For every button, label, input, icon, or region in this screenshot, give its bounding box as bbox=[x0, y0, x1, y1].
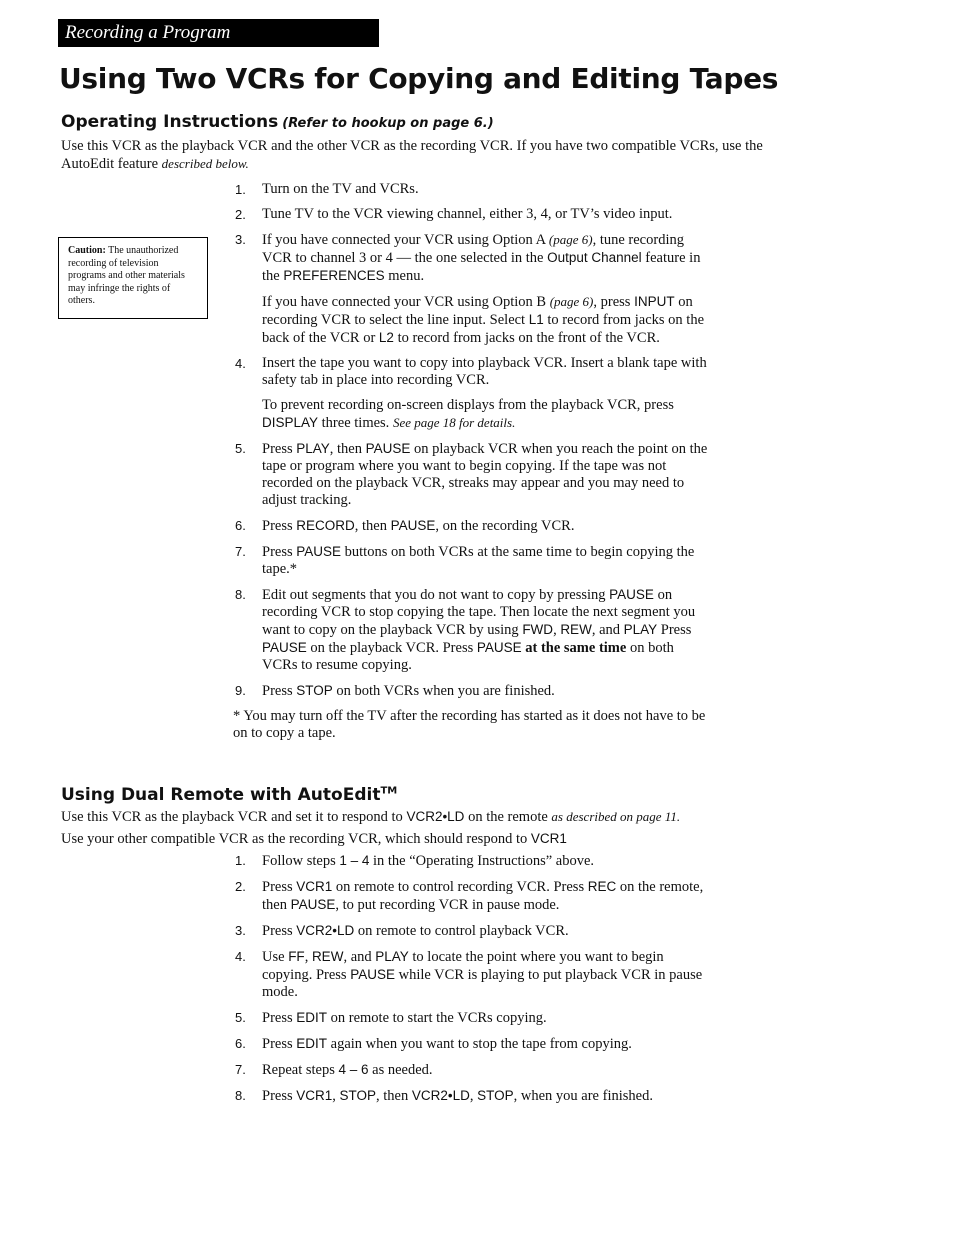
page-title: Using Two VCRs for Copying and Editing Tapes bbox=[59, 62, 779, 95]
heading-ref: (Refer to hookup on page 6.) bbox=[282, 116, 494, 131]
line1d: as described on page 11. bbox=[551, 809, 681, 824]
step-4: 4. Insert the tape you want to copy into playback VCR. Insert a blank tape with safety tab in place into recording VCR. To prevent recording on-screen displays from the playback VCR, press DISPLAY three times. See page 18 for details. bbox=[235, 355, 707, 431]
caution-label: Caution: bbox=[68, 245, 106, 256]
autoedit-step-4: 4. Use FF, REW, and PLAY to locate the point where you want to begin copying. Press PAUSE while VCR is playing to put playback VCR in pause mode. bbox=[235, 949, 703, 1000]
line1b: VCR2•LD bbox=[406, 809, 465, 824]
section-heading-autoedit bbox=[61, 785, 397, 805]
trademark: TM bbox=[380, 785, 398, 797]
step-7: 7. Press PAUSE buttons on both VCRs at the same time to begin copying the tape.* bbox=[235, 544, 695, 577]
step-5: 5. Press PLAY, then PAUSE on playback VCR when you reach the point on the tape or program where you want to begin copying. If the tape was not recorded on the playback VCR, streaks may appear and you may need to adjust tracking. bbox=[235, 441, 708, 508]
heading2-text: Using Dual Remote with AutoEdit bbox=[61, 785, 381, 805]
step-2: 2. Tune TV to the VCR viewing channel, either 3, 4, or TV’s video input. bbox=[235, 206, 673, 222]
step-1: 1. Turn on the TV and VCRs. bbox=[235, 181, 419, 197]
intro-text: Use this VCR as the playback VCR and the other VCR as the recording VCR. If you have two compatible VCRs, use the AutoEdit feature bbox=[61, 138, 763, 172]
autoedit-step-2: 2. Press VCR1 on remote to control recording VCR. Press REC on the remote, then PAUSE, to put recording VCR in pause mode. bbox=[235, 879, 704, 913]
autoedit-step-1: 1. Follow steps 1 – 4 in the “Operating Instructions” above. bbox=[235, 853, 595, 869]
caution-text: The unauthorized recording of television programs and other materials may infringe the rights of others. bbox=[68, 245, 185, 306]
autoedit-step-8: 8. Press VCR1, STOP, then VCR2•LD, STOP, when you are finished. bbox=[235, 1088, 653, 1104]
line1c: on the remote bbox=[468, 809, 548, 825]
autoedit-step-5: 5. Press EDIT on remote to start the VCRs copying. bbox=[235, 1010, 547, 1026]
step-6: 6. Press RECORD, then PAUSE, on the recording VCR. bbox=[235, 518, 575, 534]
autoedit-step-7: 7. Repeat steps 4 – 6 as needed. bbox=[235, 1062, 433, 1078]
autoedit-intro-1 bbox=[61, 808, 771, 826]
autoedit-step-3: 3. Press VCR2•LD on remote to control playback VCR. bbox=[235, 923, 569, 939]
operating-steps bbox=[233, 181, 711, 708]
autoedit-steps bbox=[233, 852, 711, 1113]
heading-text: Operating Instructions bbox=[61, 112, 279, 132]
footnote: * You may turn off the TV after the recording has started as it does not have to be on to copy a tape. bbox=[233, 708, 706, 741]
step-3: 3. If you have connected your VCR using Option A (page 6), tune recording VCR to channel 3 or 4 — the one selected in the Output Channel feature in the PREFERENCES menu. If you have connected your VCR using Option B (page 6), press INPUT on recording VCR to select the line input. Select L1 to record from jacks on the back of the VCR or L2 to record from jacks on the front of the VCR. bbox=[235, 232, 705, 346]
autoedit-intro-2 bbox=[61, 830, 771, 848]
caution-box bbox=[58, 237, 208, 319]
step-9: 9. Press STOP on both VCRs when you are finished. bbox=[235, 683, 555, 699]
section-tab: Recording a Program bbox=[58, 19, 379, 47]
line2a: Use your other compatible VCR as the recording VCR, which should respond to bbox=[61, 831, 528, 847]
intro-ref: described below. bbox=[161, 156, 249, 171]
line2b: VCR1 bbox=[530, 831, 567, 846]
section-intro bbox=[61, 138, 771, 173]
autoedit-step-6: 6. Press EDIT again when you want to stop the tape from copying. bbox=[235, 1036, 632, 1052]
section-heading-operating bbox=[61, 112, 494, 132]
step-8: 8. Edit out segments that you do not want to copy by pressing PAUSE on recording VCR to stop copying the tape. Then locate the next segment you want to copy on the playback VCR by using FWD, REW, and PLAY Press PAUSE on the playback VCR. Press PAUSE at the same time on both VCRs to resume copying. bbox=[235, 587, 696, 673]
line1a: Use this VCR as the playback VCR and set it to respond to bbox=[61, 809, 403, 825]
